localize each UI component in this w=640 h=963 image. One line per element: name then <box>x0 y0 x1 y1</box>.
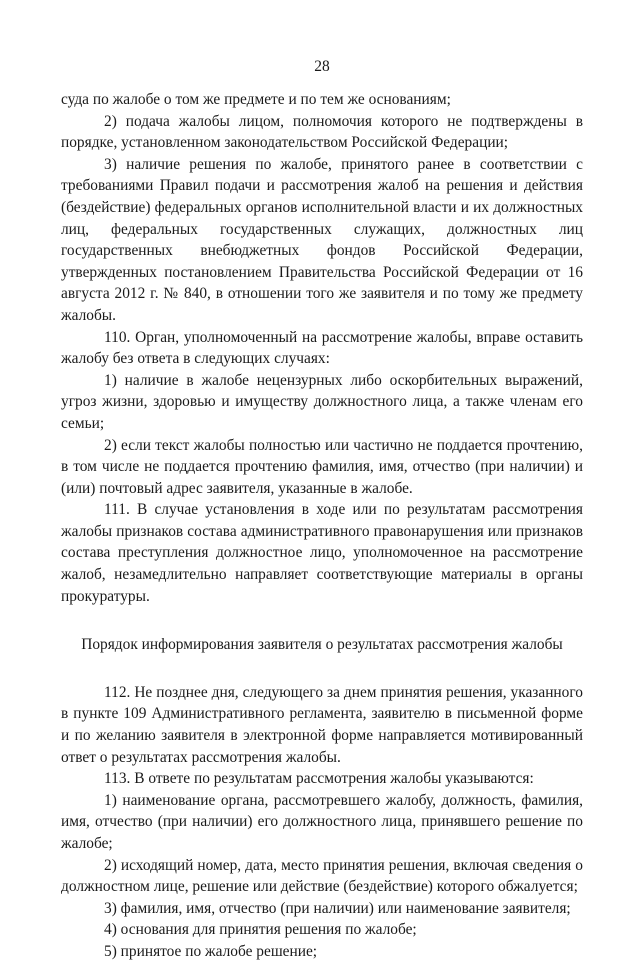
paragraphs-before <box>61 89 583 607</box>
paragraph: суда по жалобе о том же предмете и по тем же основаниям; <box>61 91 451 108</box>
page-number: 28 <box>314 58 330 75</box>
paragraph: 112. Не позднее дня, следующего за днем принятия решения, указанного в пункте 109 Административного регламента, заявителю в письменной форме и по желанию заявителя в электронной форме направляется мотивированный ответ о результатах рассмотрения жалобы. <box>61 683 583 766</box>
paragraph: 113. В ответе по результатам рассмотрения жалобы указываются: <box>104 770 534 788</box>
paragraph: 4) основания для принятия решения по жалобе; <box>104 921 417 939</box>
paragraph: 2) подача жалобы лицом, полномочия которого не подтверждены в порядке, установленном законодательством Российской Федерации; <box>61 112 583 152</box>
paragraph: 5) принятое по жалобе решение; <box>104 942 318 960</box>
paragraph: 111. В случае установления в ходе или по результатам рассмотрения жалобы признаков состава административного правонарушения или признаков состава преступления должностное лицо, уполномоченное на рассмотрение жалоб, незамедлительно направляет соответствующие материалы в органы прокуратуры. <box>61 501 583 605</box>
paragraph: 1) наименование органа, рассмотревшего жалобу, должность, фамилия, имя, отчество (при наличии) его должностного лица, принявшего решение по жалобе; <box>61 791 583 852</box>
paragraph: 1) наличие в жалобе нецензурных либо оскорбительных выражений, угроз жизни, здоровью и имуществу должностного лица, а также членам его семьи; <box>61 371 583 432</box>
paragraph: 2) исходящий номер, дата, место принятия решения, включая сведения о должностном лице, решение или действие (бездействие) которого обжалуется; <box>61 856 583 896</box>
section-heading: Порядок информирования заявителя о результатах рассмотрения жалобы <box>81 636 563 654</box>
paragraph: 2) если текст жалобы полностью или частично не поддается прочтению, в том числе не поддается прочтению фамилия, имя, отчество (при наличии) и (или) почтовый адрес заявителя, указанные в жалобе. <box>61 436 583 497</box>
paragraph: 110. Орган, уполномоченный на рассмотрение жалобы, вправе оставить жалобу без ответа в следующих случаях: <box>61 328 583 368</box>
paragraph: 3) наличие решения по жалобе, принятого ранее в соответствии с требованиями Правил подачи и рассмотрения жалоб на решения и действия (бездействие) федеральных органов исполнительной власти и их должностных лиц, федеральных государственных служащих, должностных лиц государственных внебюджетных фондов Российской Федерации, утвержденных постановлением Правительства Российской Федерации от 16 августа 2012 г. № 840, в отношении того же заявителя и по тому же предмету жалобы. <box>61 155 583 324</box>
paragraphs-after <box>61 682 583 963</box>
paragraph: 3) фамилия, имя, отчество (при наличии) или наименование заявителя; <box>104 899 571 917</box>
